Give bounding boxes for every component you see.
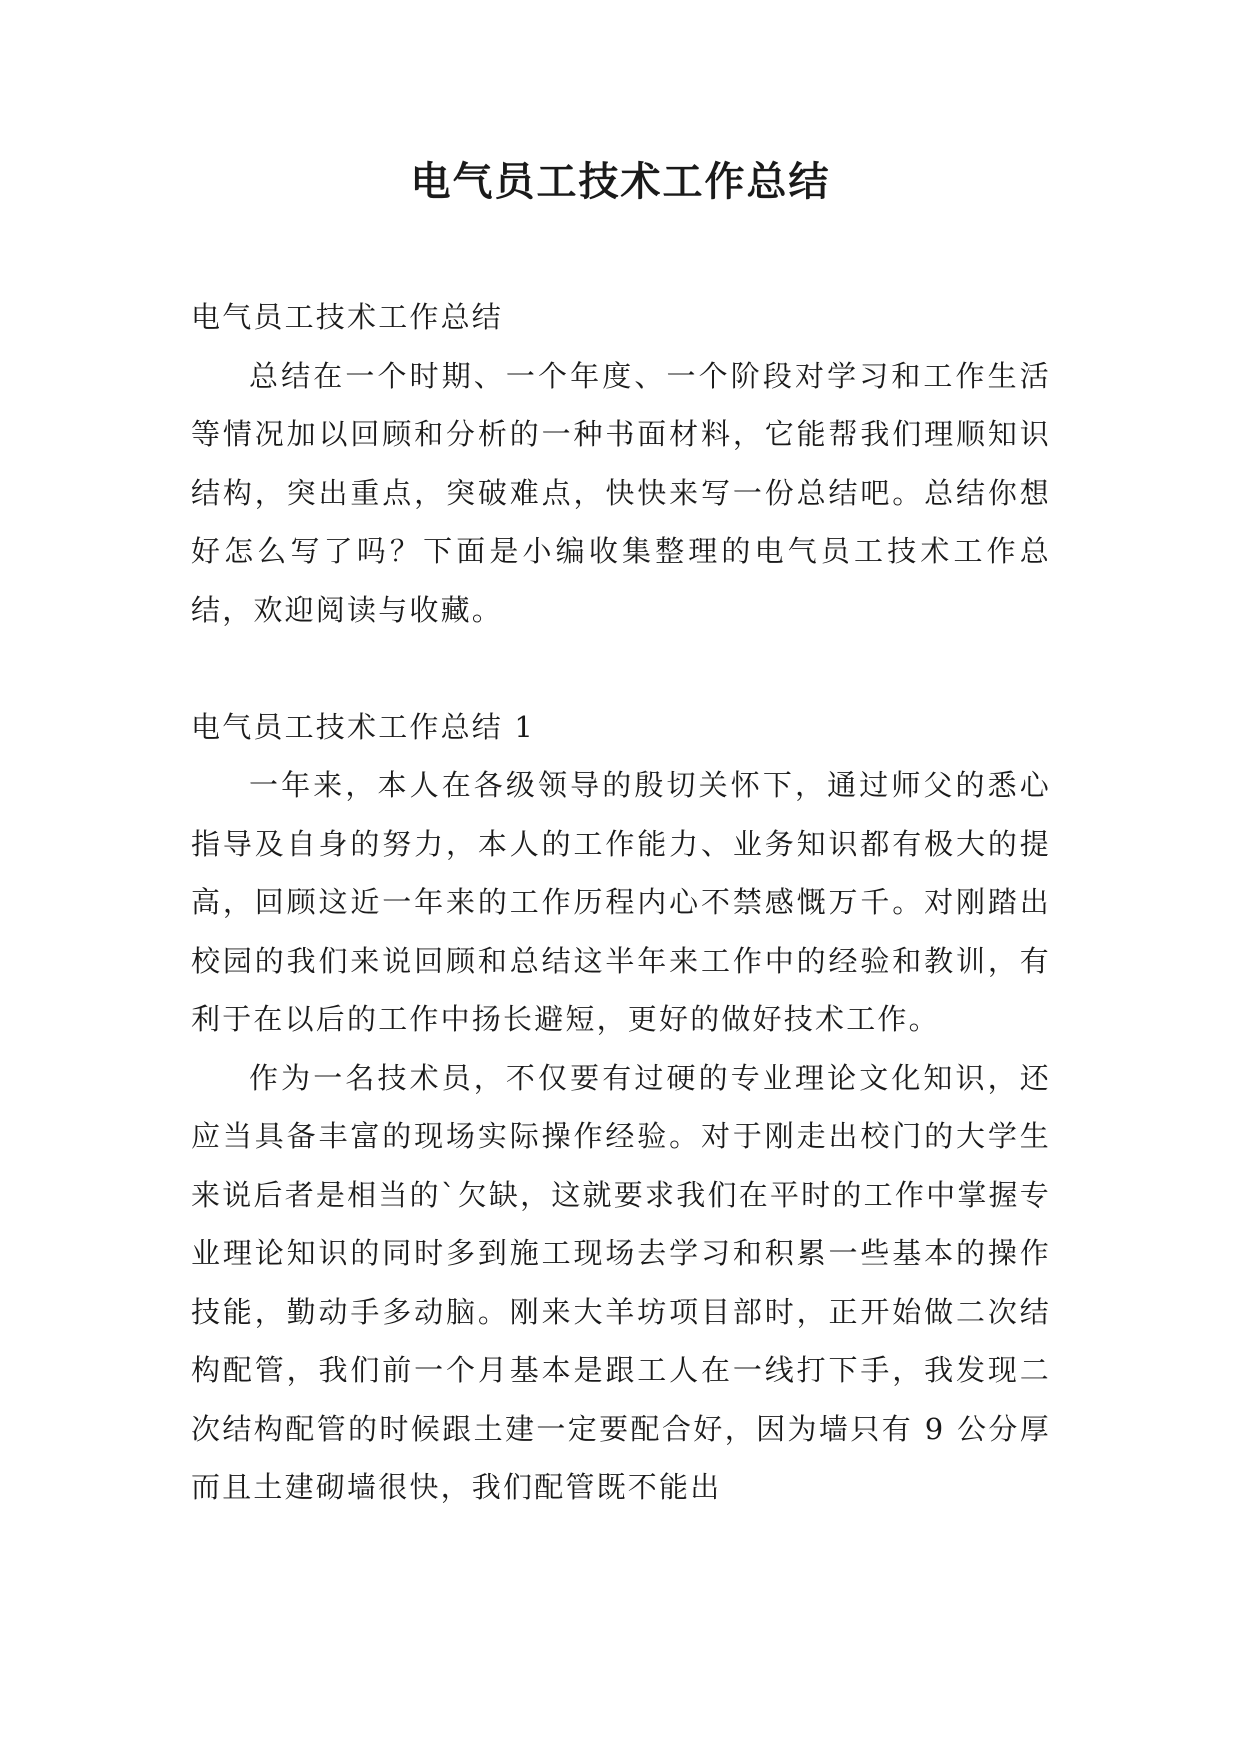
document-title: 电气员工技术工作总结 [410, 159, 831, 205]
section-gap [191, 639, 1051, 698]
intro-paragraph: 总结在一个时期、一个年度、一个阶段对学习和工作生活等情况加以回顾和分析的一种书面材料，它能帮我们理顺知识结构，突出重点，突破难点，快快来写一份总结吧。总结你想好怎么写了吗？下面是小编收集整理的电气员工技术工作总结，欢迎阅读与收藏。 [191, 358, 1051, 627]
document-body [191, 288, 1051, 1517]
section-paragraph-1: 一年来，本人在各级领导的殷切关怀下，通过师父的悉心指导及自身的努力，本人的工作能力、业务知识都有极大的提高，回顾这近一年来的工作历程内心不禁感慨万千。对刚踏出校园的我们来说回顾和总结这半年来工作中的经验和教训，有利于在以后的工作中扬长避短，更好的做好技术工作。 [191, 768, 1051, 1036]
section-heading: 电气员工技术工作总结 1 [191, 709, 536, 744]
section-paragraph-2: 作为一名技术员，不仅要有过硬的专业理论文化知识，还应当具备丰富的现场实际操作经验。对于刚走出校门的大学生来说后者是相当的`欠缺，这就要求我们在平时的工作中掌握专业理论知识的同时多到施工现场去学习和积累一些基本的操作技能，勤动手多动脑。刚来大羊坊项目部时，正开始做二次结构配管，我们前一个月基本是跟工人在一线打下手，我发现二次结构配管的时候跟土建一定要配合好，因为墙只有 9 公分厚而且土建砌墙很快，我们配管既不能出 [191, 1060, 1051, 1504]
intro-heading: 电气员工技术工作总结 [191, 300, 504, 334]
